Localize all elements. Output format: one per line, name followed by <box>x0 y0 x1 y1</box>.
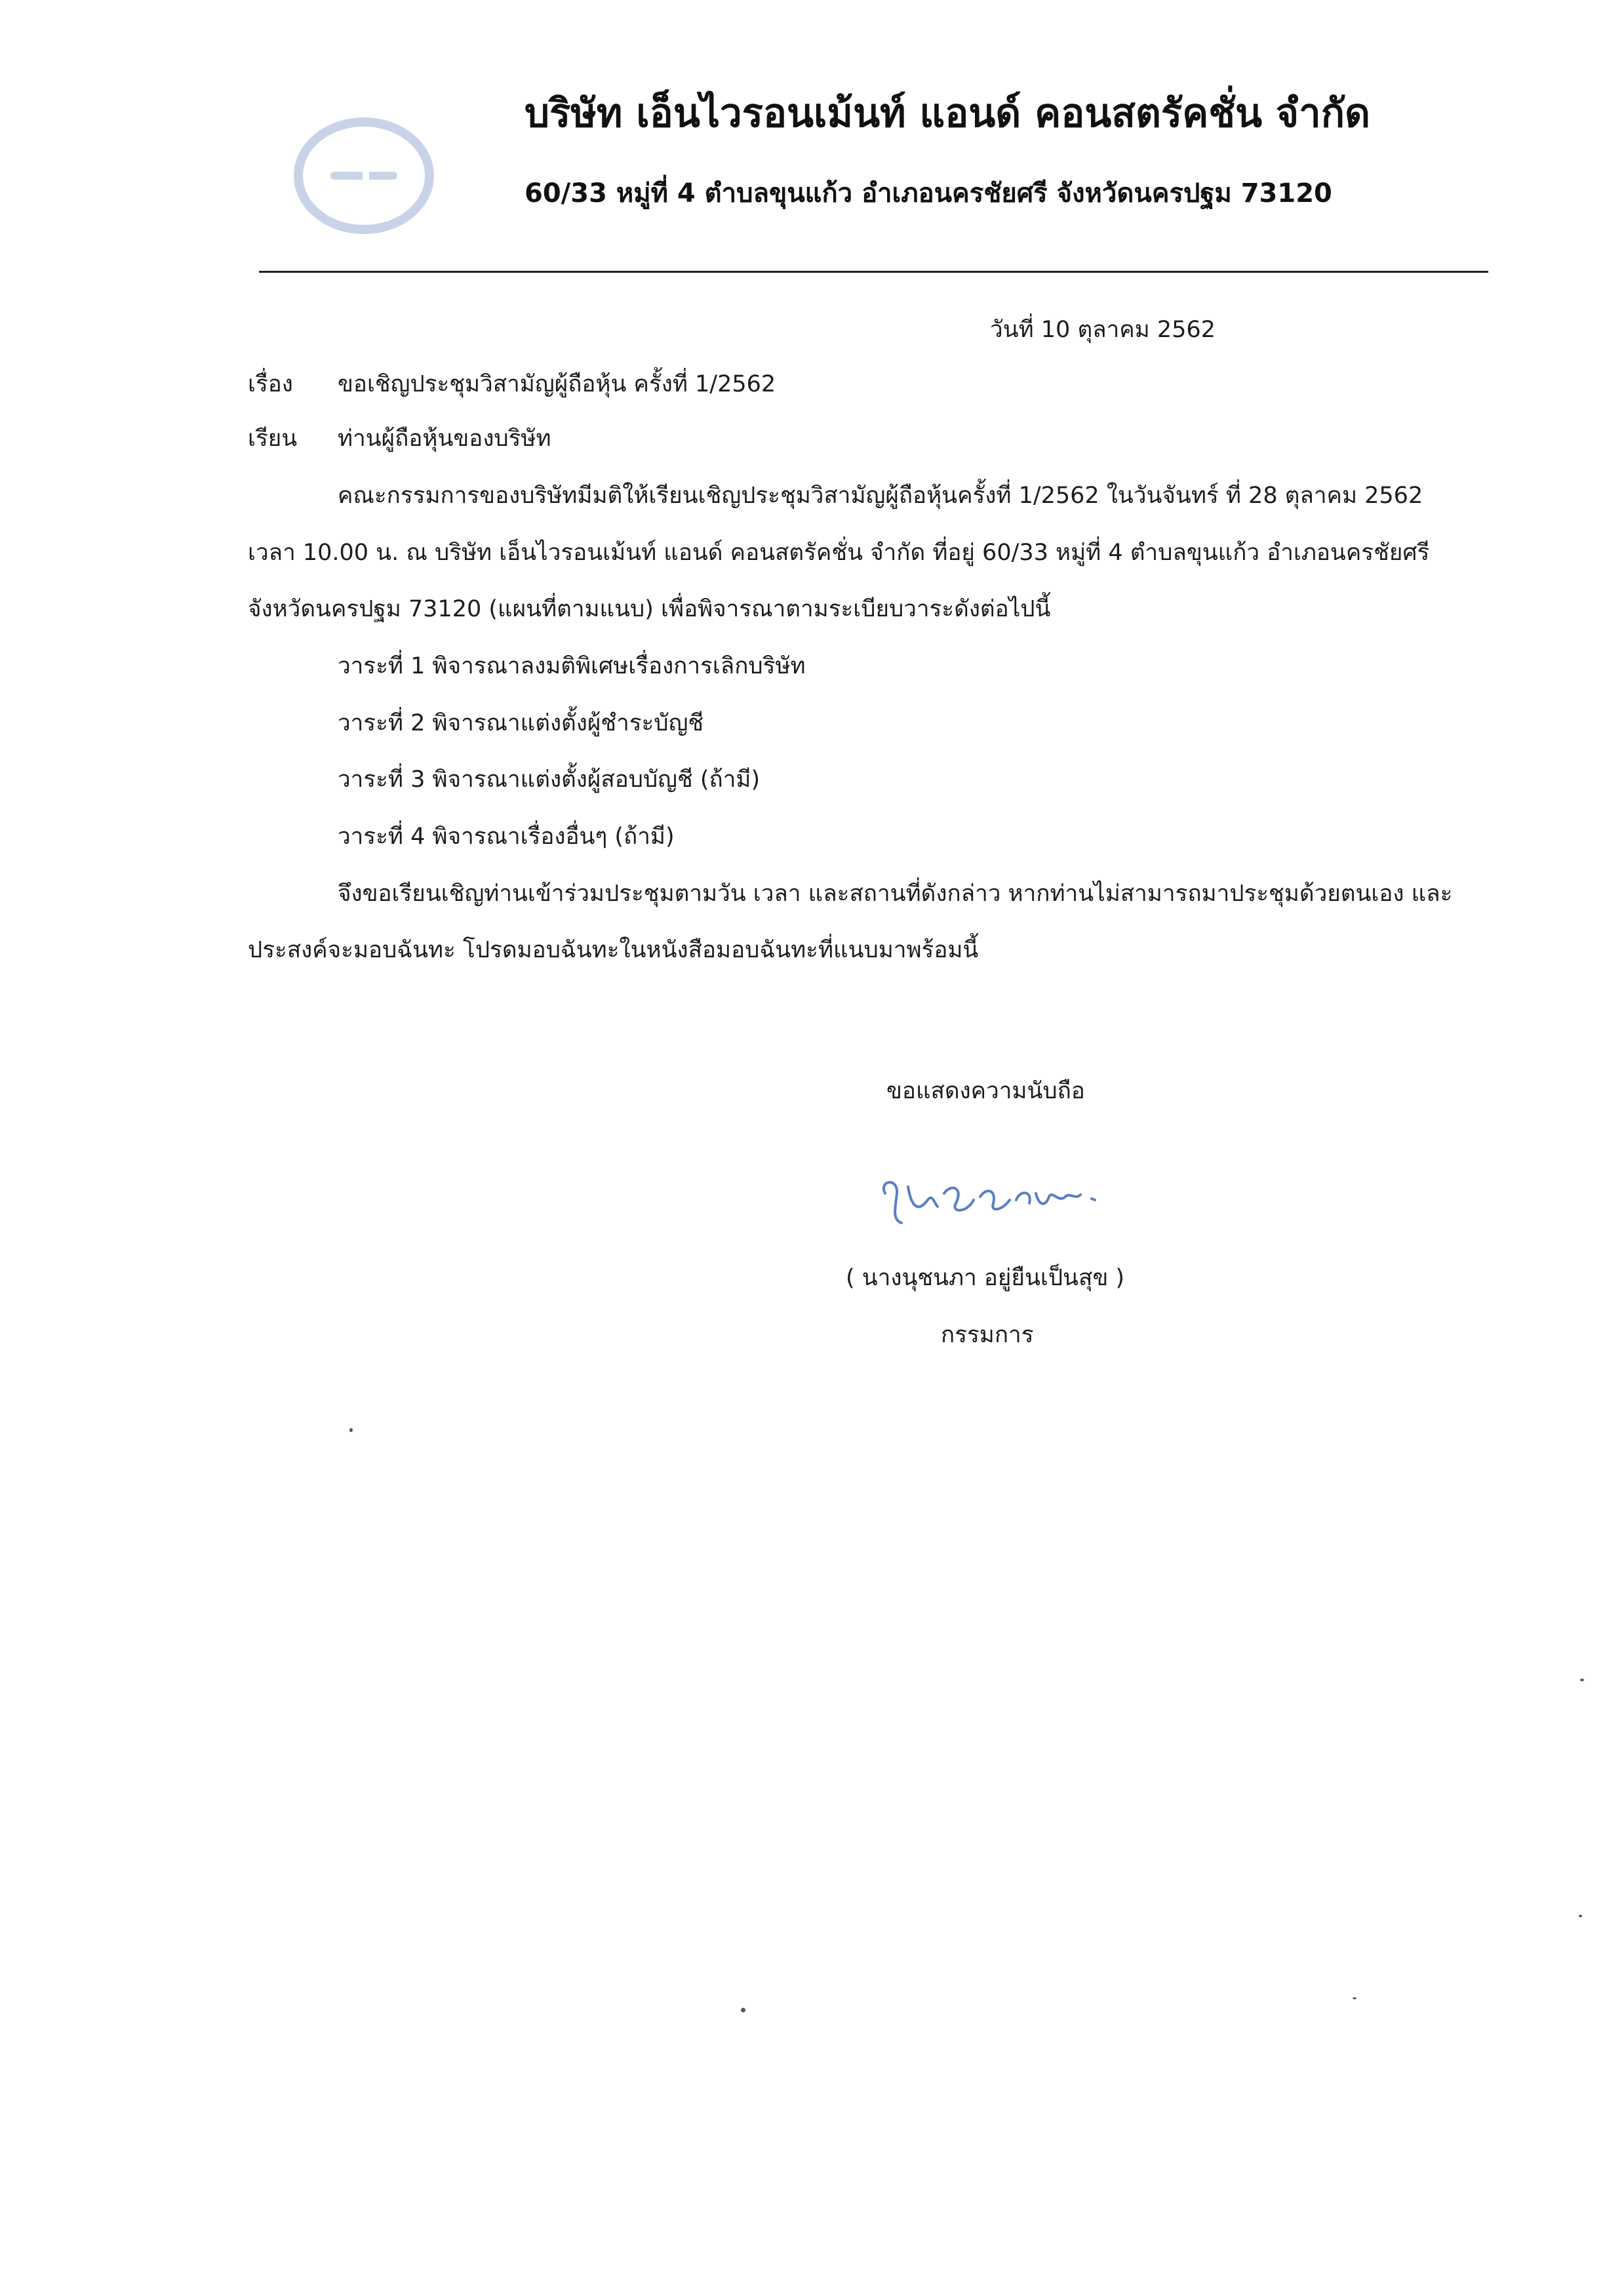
closing-line: จึงขอเรียนเชิญท่านเข้าร่วมประชุมตามวัน เวลา และสถานที่ดังกล่าว หากท่านไม่สามารถมาประชุมด้วยตนเอง และ <box>338 881 1453 907</box>
body-line: คณะกรรมการของบริษัทมีมติให้เรียนเชิญประชุมวิสามัญผู้ถือหุ้นครั้งที่ 1/2562 ในวันจันทร์ ที่ 28 ตุลาคม 2562 <box>338 483 1423 509</box>
signer-position: กรรมการ <box>941 1322 1034 1348</box>
scan-speck <box>1353 1997 1357 1999</box>
subject-text: ขอเชิญประชุมวิสามัญผู้ถือหุ้น ครั้งที่ 1/2562 <box>338 371 776 397</box>
scan-speck <box>741 2008 745 2012</box>
recipient-label: เรียน <box>248 426 298 452</box>
body-line: จังหวัดนครปฐม 73120 (แผนที่ตามแนบ) เพื่อพิจารณาตามระเบียบวาระดังต่อไปนี้ <box>248 596 1051 622</box>
agenda-item: วาระที่ 3 พิจารณาแต่งตั้งผู้สอบบัญชี (ถ้ามี) <box>338 767 761 793</box>
subject-label: เรื่อง <box>248 371 293 397</box>
closing-line: ประสงค์จะมอบฉันทะ โปรดมอบฉันทะในหนังสือมอบฉันทะที่แนบมาพร้อมนี้ <box>248 937 979 963</box>
scan-speck <box>349 1428 353 1432</box>
agenda-item: วาระที่ 4 พิจารณาเรื่องอื่นๆ (ถ้ามี) <box>338 824 675 850</box>
letter-date: วันที่ 10 ตุลาคม 2562 <box>990 317 1216 343</box>
company-logo <box>288 110 439 241</box>
agenda-item: วาระที่ 1 พิจารณาลงมติพิเศษเรื่องการเลิกบริษัท <box>338 653 806 679</box>
signer-name: ( นางนุชนภา อยู่ยืนเป็นสุข ) <box>846 1265 1125 1291</box>
scan-speck <box>1579 1915 1582 1917</box>
handwritten-signature <box>872 1167 1121 1239</box>
body-line: เวลา 10.00 น. ณ บริษัท เอ็นไวรอนเม้นท์ แอนด์ คอนสตรัคชั่น จำกัด ที่อยู่ 60/33 หมู่ที่ 4 ตำบลขุนแก้ว อำเภอนครชัยศรี <box>248 540 1430 566</box>
company-address: 60/33 หมู่ที่ 4 ตำบลขุนแก้ว อำเภอนครชัยศรี จังหวัดนครปฐม 73120 <box>525 178 1332 209</box>
company-name: บริษัท เอ็นไวรอนเม้นท์ แอนด์ คอนสตรัคชั่น จำกัด <box>525 90 1370 136</box>
scan-speck <box>1580 1679 1584 1681</box>
complimentary-close: ขอแสดงความนับถือ <box>886 1078 1085 1104</box>
header-divider <box>259 271 1488 273</box>
agenda-item: วาระที่ 2 พิจารณาแต่งตั้งผู้ชำระบัญชี <box>338 710 704 736</box>
recipient-text: ท่านผู้ถือหุ้นของบริษัท <box>338 426 551 452</box>
